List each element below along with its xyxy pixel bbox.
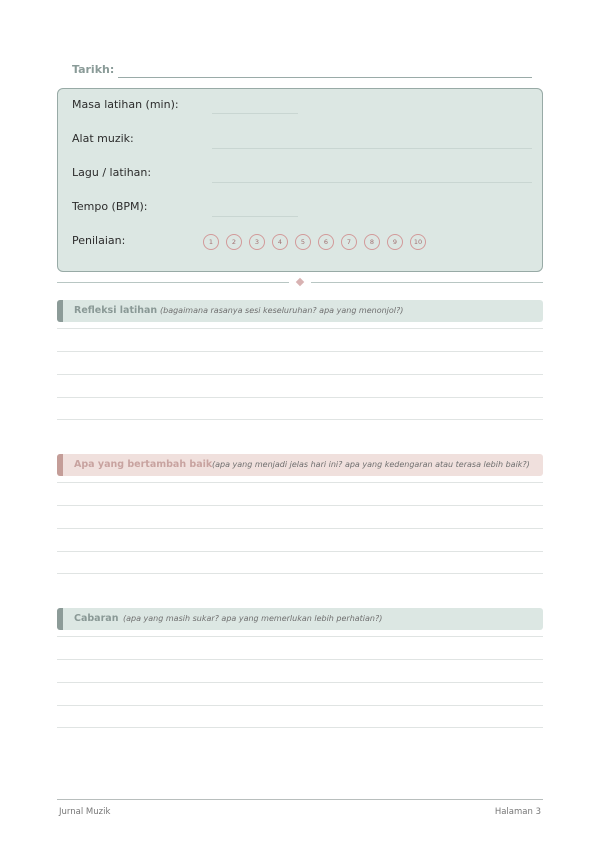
writing-line[interactable]: [57, 505, 543, 506]
instrument-label: Alat muzik:: [72, 132, 134, 145]
writing-line[interactable]: [57, 482, 543, 483]
section-hint: (apa yang menjadi jelas hari ini? apa yang kedengaran atau terasa lebih baik?): [212, 460, 530, 469]
date-input-line[interactable]: [118, 77, 532, 78]
section-header-reflection: [57, 300, 543, 322]
writing-line[interactable]: [57, 573, 543, 574]
writing-line[interactable]: [57, 705, 543, 706]
rating-option[interactable]: 4: [272, 234, 288, 250]
section-hint: (bagaimana rasanya sesi keseluruhan? apa yang menonjol?): [160, 306, 404, 315]
writing-line[interactable]: [57, 727, 543, 728]
footer-rule: [57, 799, 543, 800]
rating-option[interactable]: 6: [318, 234, 334, 250]
writing-line[interactable]: [57, 374, 543, 375]
writing-line[interactable]: [57, 551, 543, 552]
section-title: Apa yang bertambah baik: [74, 459, 213, 470]
section-accent-bar: [57, 608, 63, 630]
rating-label: Penilaian:: [72, 234, 126, 247]
rating-option[interactable]: 8: [364, 234, 380, 250]
instrument-input-line[interactable]: [212, 148, 532, 149]
rating-option[interactable]: 1: [203, 234, 219, 250]
practice-info-box: [57, 88, 543, 272]
writing-line[interactable]: [57, 328, 543, 329]
tempo-input-line[interactable]: [212, 216, 298, 217]
section-accent-bar: [57, 454, 63, 476]
writing-line[interactable]: [57, 419, 543, 420]
rating-scale: [203, 234, 426, 250]
rating-option[interactable]: 2: [226, 234, 242, 250]
section-header-challenges: [57, 608, 543, 630]
rating-option[interactable]: 9: [387, 234, 403, 250]
section-header-improvements: [57, 454, 543, 476]
writing-line[interactable]: [57, 397, 543, 398]
practice-time-input-line[interactable]: [212, 113, 298, 114]
section-title: Refleksi latihan: [74, 305, 158, 316]
song-label: Lagu / latihan:: [72, 166, 152, 179]
practice-time-label: Masa latihan (min):: [72, 98, 179, 111]
section-title: Cabaran: [74, 613, 119, 624]
rating-option[interactable]: 3: [249, 234, 265, 250]
divider-line-left: [57, 282, 289, 283]
date-row: [72, 62, 532, 80]
date-label: Tarikh:: [72, 63, 115, 76]
rating-option[interactable]: 10: [410, 234, 426, 250]
diamond-icon: [296, 278, 304, 286]
divider-line-right: [311, 282, 543, 283]
tempo-label: Tempo (BPM):: [72, 200, 148, 213]
section-hint: (apa yang masih sukar? apa yang memerlukan lebih perhatian?): [123, 614, 383, 623]
writing-line[interactable]: [57, 528, 543, 529]
writing-line[interactable]: [57, 659, 543, 660]
writing-line[interactable]: [57, 636, 543, 637]
rating-option[interactable]: 5: [295, 234, 311, 250]
footer-page-number: Halaman 3: [494, 807, 541, 817]
footer-journal-title: Jurnal Muzik: [59, 807, 111, 817]
ornamental-divider: [57, 277, 543, 287]
writing-line[interactable]: [57, 351, 543, 352]
writing-line[interactable]: [57, 682, 543, 683]
section-accent-bar: [57, 300, 63, 322]
rating-option[interactable]: 7: [341, 234, 357, 250]
song-input-line[interactable]: [212, 182, 532, 183]
